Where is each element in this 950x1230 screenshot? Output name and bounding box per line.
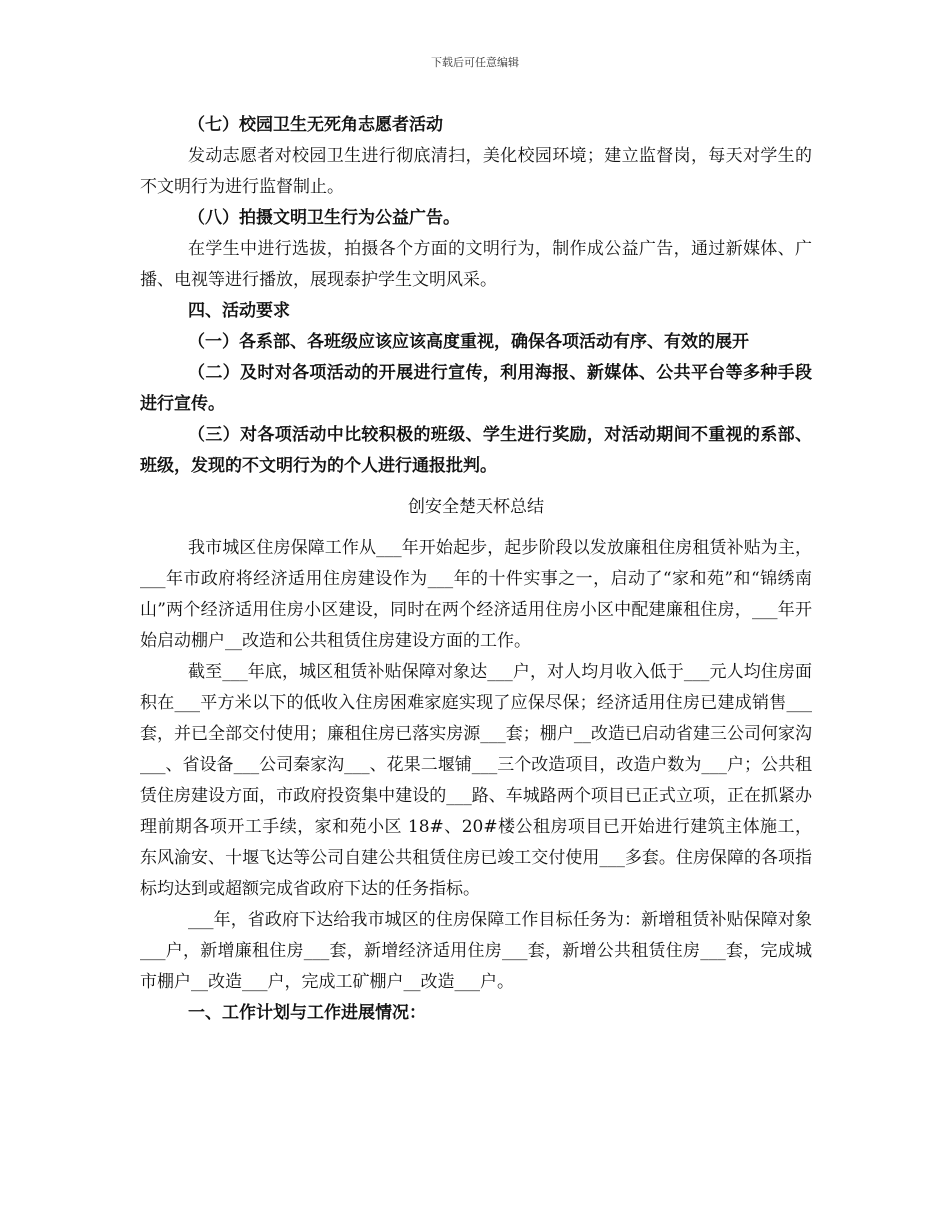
heading-work-plan: 一、工作计划与工作进展情况： [188,1003,426,1023]
heading-campus-hygiene: （七）校园卫生无死角志愿者活动 [188,115,443,135]
paragraph-progress: 截至___年底，城区租赁补贴保障对象达___户，对人均月收入低于___元人均住房面积在___平方米以下的低收入住房困难家庭实现了应保尽保；经济适用住房已建成销售___套，并已全部交付使用；廉租住房已落实房源___套；棚户__改造已启动省建三公司何家沟___、省设备___公司秦家沟___、花果二堰铺___三个改造项目，改造户数为___户；公共租赁住房建设方面，市政府投资集中建设的___路、车城路两个项目已正式立项，正在抓紧办理前期各项开工手续，家和苑小区 18#、20#楼公租房项目已开始进行建筑主体施工，东风渝安、十堰飞达等公司自建公共租赁住房已竣工交付使用___多套。住房保障的各项指标均达到或超额完成省政府下达的任务指标。 [140,662,812,899]
paragraph-targets: ___年，省政府下达给我市城区的住房保障工作目标任务为：新增租赁补贴保障对象___户，新增廉租住房___套，新增经济适用住房___套，新增公共租赁住房___套，完成城市棚户__改造___户，完成工矿棚户__改造___户。 [140,910,812,992]
requirement-item-2: （二）及时对各项活动的开展进行宣传，利用海报、新媒体、公共平台等多种手段进行宣传。 [140,363,812,414]
paragraph-volunteer: 发动志愿者对校园卫生进行彻底清扫，美化校园环境；建立监督岗，每天对学生的不文明行为进行监督制止。 [140,146,812,197]
paragraph-public-ad: 在学生中进行选拔，拍摄各个方面的文明行为，制作成公益广告，通过新媒体、广播、电视等进行播放，展现泰护学生文明风采。 [140,239,812,290]
page-header: 下载后可任意编辑 [431,56,519,69]
paragraph-history: 我市城区住房保障工作从___年开始起步，起步阶段以发放廉租住房租赁补贴为主，___年市政府将经济适用住房建设作为___年的十件实事之一，启动了“家和苑”和“锦绣南山”两个经济适用住房小区建设，同时在两个经济适用住房小区中配建廉租住房，___年开始启动棚户__改造和公共租赁住房建设方面的工作。 [140,538,812,651]
heading-activity-requirements: 四、活动要求 [188,301,290,321]
document-title: 创安全楚天杯总结 [408,497,544,517]
document-body [140,110,812,1029]
requirement-item-3: （三）对各项活动中比较积极的班级、学生进行奖励，对活动期间不重视的系部、班级，发现的不文明行为的个人进行通报批判。 [140,425,812,476]
requirement-item-1: （一）各系部、各班级应该应该高度重视，确保各项活动有序、有效的展开 [188,332,749,352]
heading-public-ad: （八）拍摄文明卫生行为公益广告。 [188,208,460,228]
